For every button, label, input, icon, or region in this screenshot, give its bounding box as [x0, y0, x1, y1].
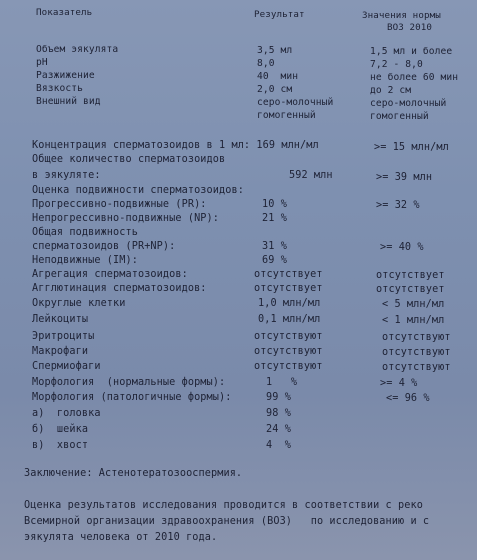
cell-label: Спермиофаги — [32, 361, 101, 372]
cell-label: Агрегация сперматозоидов: — [32, 269, 188, 280]
cell-value: 1,0 млн/мл — [258, 298, 321, 309]
row-label: Объем эякулята — [36, 44, 119, 55]
cell-label: Агглютинация сперматозоидов: — [32, 283, 207, 294]
cell-value: отсутствует — [254, 283, 323, 294]
morph-path-label: Морфология (патологичные формы): — [32, 392, 232, 403]
cell-norm: отсутствуют — [382, 362, 451, 373]
concentration-text: Концентрация сперматозоидов в 1 мл: 169 млн/мл — [32, 140, 319, 151]
cell-norm: отсутствуют — [382, 347, 451, 358]
motility-pr-norm: >= 32 % — [376, 200, 420, 211]
morph-neck-label: б) шейка — [32, 424, 89, 435]
header-result: Результат — [254, 9, 305, 20]
footer-line3: эякулята человека от 2010 года. — [24, 532, 218, 543]
motility-total-line1: Общая подвижность — [32, 227, 138, 238]
row-norm: не более 60 мин — [370, 72, 459, 83]
total-value: 592 млн — [289, 170, 333, 181]
footer-line2: Всемирной организации здравоохранения (ВОЗ) по исследованию и с — [24, 516, 430, 527]
cell-norm: отсутствует — [376, 270, 445, 281]
motility-np-label: Непрогрессивно-подвижные (NP): — [32, 213, 220, 224]
motility-total-line2: сперматозоидов (PR+NP): — [32, 241, 176, 252]
row-norm: 7,2 - 8,0 — [370, 59, 423, 70]
cell-norm: отсутствует — [376, 284, 445, 295]
morph-path-norm: <= 96 % — [386, 393, 430, 404]
motility-im-label: Неподвижные (IM): — [32, 255, 138, 266]
cell-value: отсутствуют — [254, 346, 323, 357]
row-label: pH — [36, 57, 48, 68]
motility-total-value: 31 % — [262, 241, 287, 252]
header-norm-line2: ВОЗ 2010 — [387, 22, 433, 33]
row-value: гомогенный — [257, 110, 316, 121]
row-norm: гомогенный — [370, 111, 429, 122]
cell-label: Округлые клетки — [32, 298, 126, 309]
header-norm-line1: Значения нормы — [362, 10, 441, 21]
morph-normal-norm: >= 4 % — [380, 378, 418, 389]
cell-label: Лейкоциты — [32, 314, 89, 325]
motility-im-value: 69 % — [262, 255, 287, 266]
row-label: Вязкость — [36, 83, 84, 94]
cell-label: Эритроциты — [32, 331, 95, 342]
row-value: 3,5 мл — [257, 45, 293, 56]
morph-path-value: 99 % — [266, 392, 291, 403]
conclusion: Заключение: Астенотератозооспермия. — [24, 468, 243, 479]
cell-value: 0,1 млн/мл — [258, 314, 321, 325]
row-norm: 1,5 мл и более — [370, 46, 453, 57]
cell-norm: отсутствуют — [382, 332, 451, 343]
total-label-line1: Общее количество сперматозоидов — [32, 154, 226, 165]
motility-pr-value: 10 % — [262, 199, 287, 210]
morph-normal-value: 1 % — [266, 377, 298, 388]
morph-normal-label: Морфология (нормальные формы): — [32, 377, 226, 388]
motility-total-norm: >= 40 % — [380, 242, 424, 253]
cell-norm: < 5 млн/мл — [382, 299, 445, 310]
morph-neck-value: 24 % — [266, 424, 291, 435]
row-value: 40 мин — [257, 71, 299, 82]
header-param: Показатель — [36, 7, 93, 18]
row-value: 8,0 — [257, 58, 275, 69]
morph-head-label: а) головка — [32, 408, 101, 419]
cell-norm: < 1 млн/мл — [382, 315, 445, 326]
cell-value: отсутствуют — [254, 331, 323, 342]
row-value: 2,0 см — [257, 84, 293, 95]
concentration-norm: >= 15 млн/мл — [374, 142, 449, 153]
motility-np-value: 21 % — [262, 213, 287, 224]
row-norm: серо-молочный — [370, 98, 447, 109]
row-norm: до 2 см — [370, 85, 412, 96]
row-label: Разжижение — [36, 70, 95, 81]
cell-value: отсутствуют — [254, 361, 323, 372]
morph-tail-label: в) хвост — [32, 440, 89, 451]
morph-tail-value: 4 % — [266, 440, 291, 451]
total-norm: >= 39 млн — [376, 172, 433, 183]
cell-value: отсутствует — [254, 269, 323, 280]
cell-label: Макрофаги — [32, 346, 89, 357]
row-label: Внешний вид — [36, 96, 101, 107]
total-label-line2: в эякуляте: — [32, 170, 101, 181]
morph-head-value: 98 % — [266, 408, 291, 419]
footer-line1: Оценка результатов исследования проводится в соответствии с реко — [24, 500, 423, 511]
row-value: серо-молочный — [257, 97, 334, 108]
motility-pr-label: Прогрессивно-подвижные (PR): — [32, 199, 207, 210]
motility-title: Оценка подвижности сперматозоидов: — [32, 185, 244, 196]
